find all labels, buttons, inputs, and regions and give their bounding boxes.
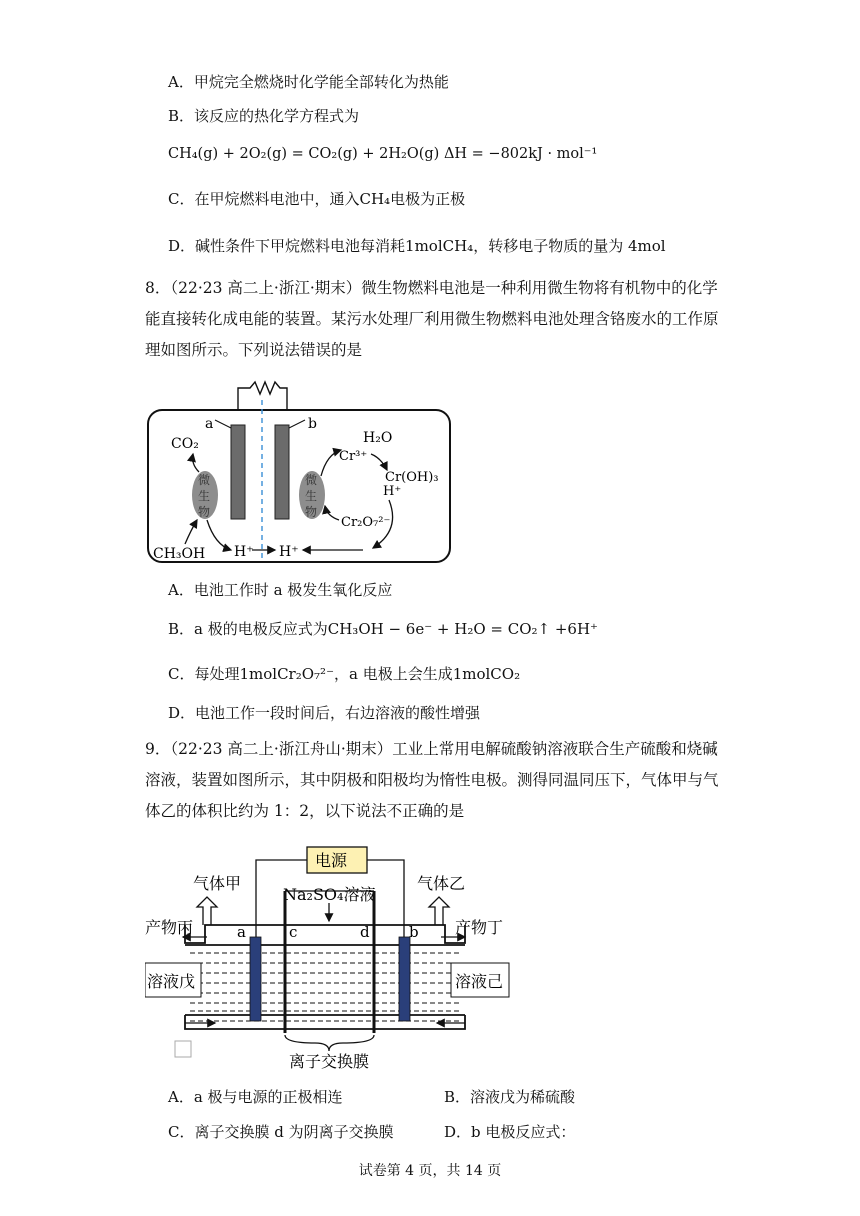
q9-option-c: C．离子交换膜 d 为阴离子交换膜 — [168, 1123, 394, 1141]
q8-option-b-prefix: B．a 极的电极反应式为 — [168, 620, 328, 638]
label-co2: CO₂ — [171, 436, 199, 452]
q7-option-d-suffix: ，转移电子物质的量为 4mol — [473, 237, 666, 255]
electrolyzer-tank — [185, 925, 465, 943]
label-cr3: Cr³⁺ — [339, 449, 368, 464]
q8-option-c-formula2: 1molCO₂ — [452, 665, 521, 683]
label-membrane-c: c — [289, 923, 298, 941]
label-product-bing: 产物丙 — [145, 918, 194, 937]
label-ch3oh: CH₃OH — [153, 546, 206, 562]
q8-option-c-middle: ，a 电极上会生成 — [333, 665, 453, 683]
label-na2so4: Na₂SO₄溶液 — [283, 885, 376, 904]
q8-option-c-prefix: C．每处理 — [168, 665, 240, 683]
q7-option-d — [168, 236, 666, 256]
electrode-a — [231, 425, 245, 519]
label-h-plus-product: H⁺ — [383, 484, 402, 499]
electrode-a — [250, 937, 261, 1021]
q9-figure — [145, 845, 525, 1070]
q8-figure — [145, 380, 455, 570]
microbe-left-char1: 微 — [198, 473, 211, 487]
q9-option-d: D．b 电极反应式： — [444, 1123, 576, 1141]
q7-option-c — [168, 189, 465, 209]
q7-option-b: B．该反应的热化学方程式为 — [168, 107, 360, 125]
label-cr2o7: Cr₂O₇²⁻ — [341, 515, 391, 530]
electrolyte-lines — [190, 953, 460, 1021]
q7-option-b-equation: CH₄(g) + 2O₂(g) = CO₂(g) + 2H₂O(g) ΔH = −802kJ · mol⁻¹ — [168, 146, 598, 162]
label-a: a — [205, 416, 214, 432]
electrode-b — [275, 425, 289, 519]
label-ion-exchange-membrane: 离子交换膜 — [289, 1052, 370, 1070]
q9-option-a: A．a 极与电源的正极相连 — [168, 1088, 343, 1106]
label-electrode-b: b — [409, 923, 419, 941]
q7-option-c-formula: CH₄ — [359, 190, 391, 208]
q8-option-a: A．电池工作时 a 极发生氧化反应 — [168, 581, 393, 599]
label-h-plus-left: H⁺ — [234, 544, 254, 560]
label-h-plus-right: H⁺ — [279, 544, 299, 560]
label-solution-ji: 溶液己 — [455, 972, 504, 991]
q8-stem: 8．（22·23 高二上·浙江·期末）微生物燃料电池是一种利用微生物将有机物中的化学能直接转化成电能的装置。某污水处理厂利用微生物燃料电池处理含铬废水的工作原理如图所示。下列说法错误的是 — [145, 279, 719, 359]
power-supply-label: 电源 — [315, 853, 348, 870]
label-electrode-a: a — [237, 923, 246, 941]
membrane-brace — [285, 1035, 374, 1051]
q8-option-d: D．电池工作一段时间后，右边溶液的酸性增强 — [168, 704, 481, 722]
label-membrane-d: d — [360, 923, 370, 941]
q8-option-b — [168, 619, 598, 639]
label-gas-yi: 气体乙 — [417, 874, 466, 893]
microbe-right-char3: 物 — [305, 505, 318, 519]
q7-option-c-suffix: 电极为正极 — [390, 190, 466, 208]
q8-option-b-equation: CH₃OH − 6e⁻ + H₂O = CO₂↑ +6H⁺ — [327, 620, 598, 638]
q7-option-d-formula: 1molCH₄ — [405, 237, 474, 255]
microbe-left-char2: 生 — [198, 489, 211, 503]
label-b: b — [308, 416, 317, 432]
label-solution-wu: 溶液戊 — [147, 972, 196, 991]
electrode-b — [399, 937, 410, 1021]
label-croh3: Cr(OH)₃ — [385, 470, 439, 485]
label-gas-jia: 气体甲 — [193, 874, 242, 893]
q9-option-b: B．溶液戊为稀硫酸 — [444, 1088, 576, 1106]
q7-option-d-prefix: D．碱性条件下甲烷燃料电池每消耗 — [168, 237, 406, 255]
label-product-ding: 产物丁 — [455, 918, 504, 937]
page-footer: 试卷第 4 页，共 14 页 — [358, 1163, 502, 1179]
q8-option-c-formula1: 1molCr₂O₇²⁻ — [239, 665, 334, 683]
q7-option-a: A．甲烷完全燃烧时化学能全部转化为热能 — [168, 73, 449, 91]
label-h2o: H₂O — [363, 430, 393, 446]
microbe-left-char3: 物 — [198, 505, 211, 519]
q9-stem: 9．（22·23 高二上·浙江舟山·期末）工业上常用电解硫酸钠溶液联合生产硫酸和烧碱溶液，装置如图所示，其中阴极和阳极均为惰性电极。测得同温同压下，气体甲与气体乙的体积比约为 1：2，以下说法不正确的是 — [145, 740, 719, 820]
microbe-right-char2: 生 — [305, 489, 318, 503]
q8-option-c — [168, 664, 520, 684]
q7-option-c-prefix: C．在甲烷燃料电池中，通入 — [168, 190, 360, 208]
microbe-right-char1: 微 — [305, 473, 318, 487]
